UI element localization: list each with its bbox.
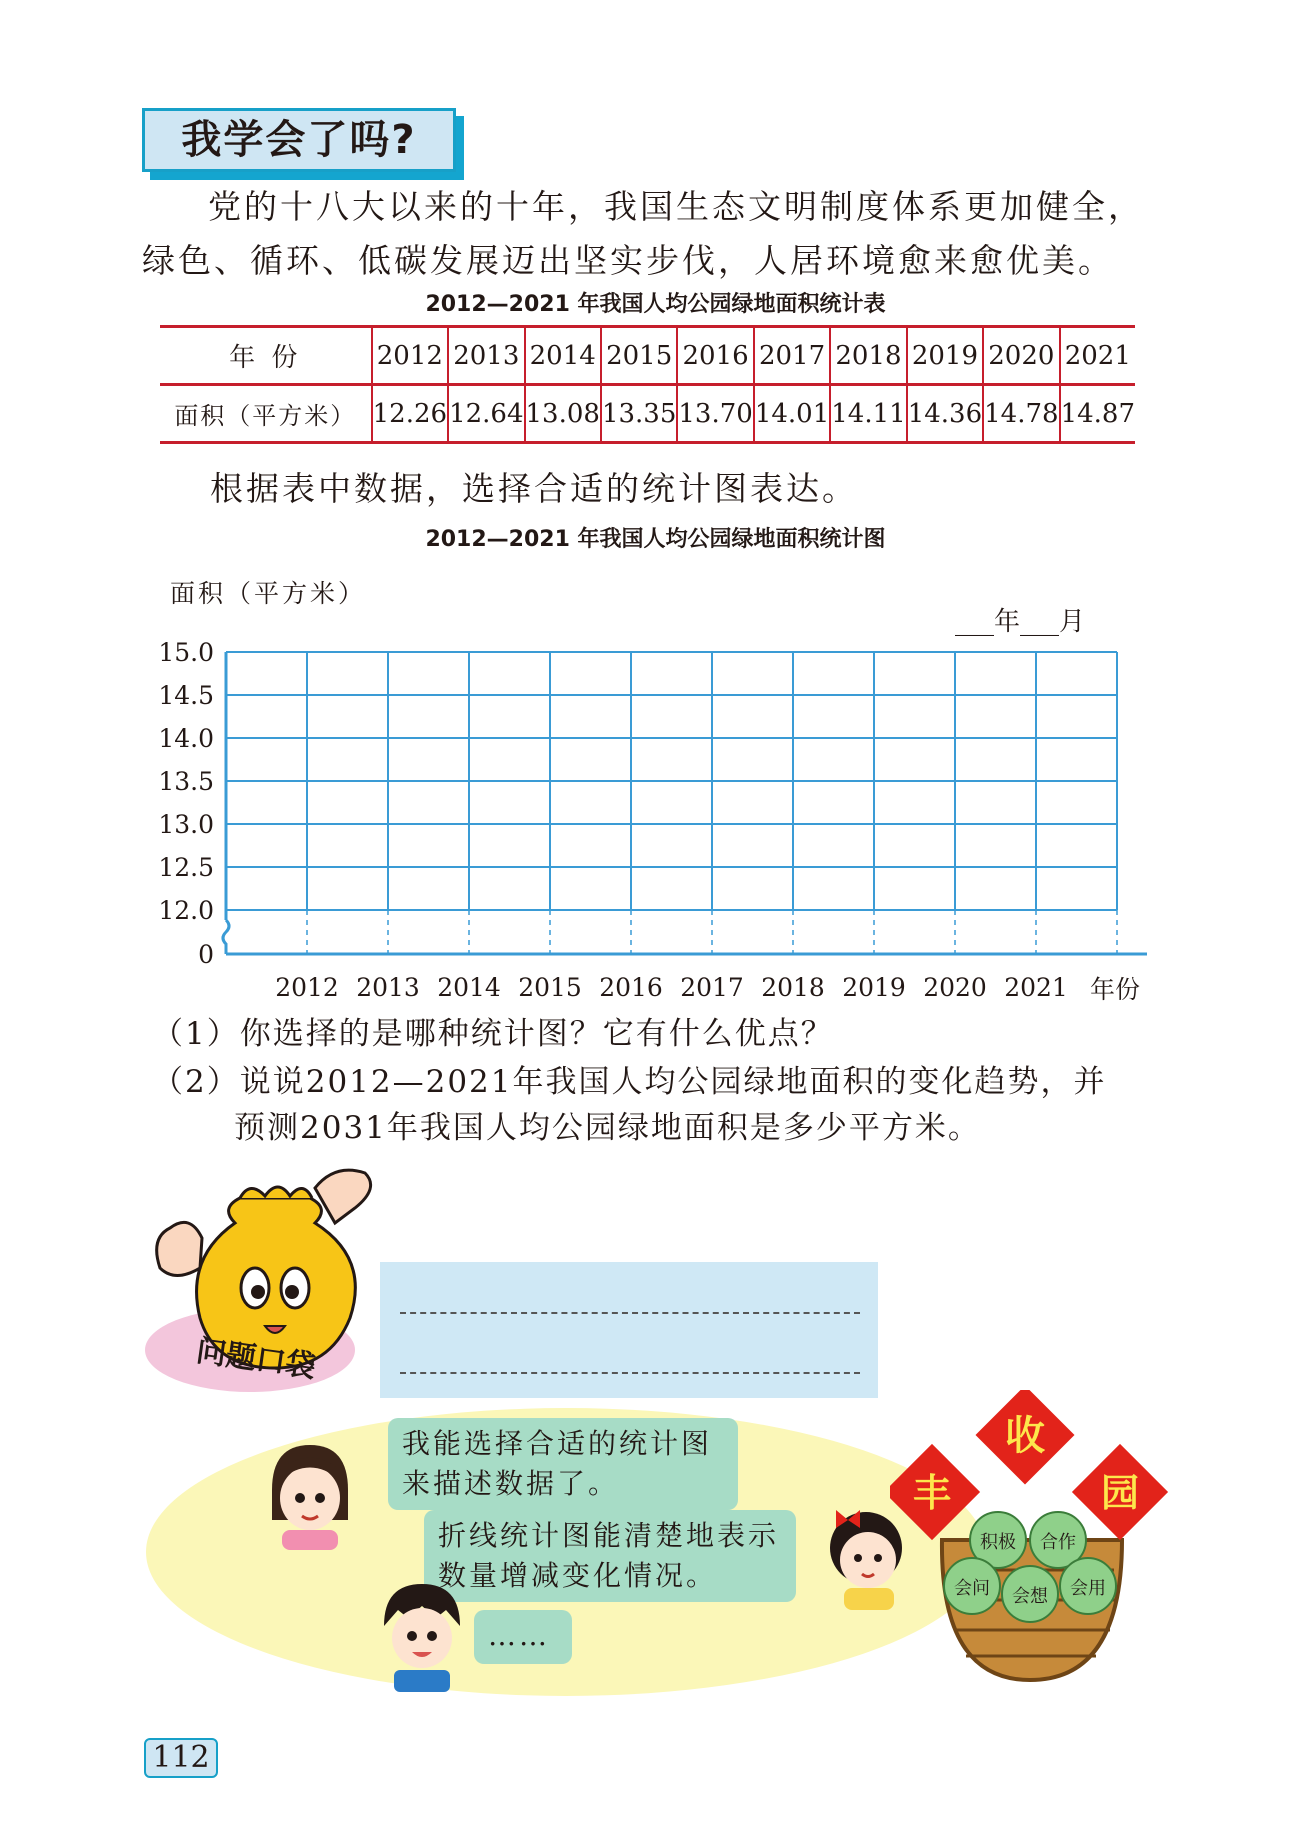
- table-cell-area: 13.35: [601, 385, 677, 443]
- pointing-hand-icon: [315, 1170, 371, 1223]
- table-caption: 2012—2021 年我国人均公园绿地面积统计表: [425, 292, 886, 317]
- bubble-2-line-2: 数量增减变化情况。: [438, 1559, 718, 1592]
- table-cell-area: 12.64: [448, 385, 524, 443]
- table-cell-area: 14.87: [1060, 385, 1135, 443]
- pupil-icon: [251, 1285, 265, 1299]
- table-cell-year: 2016: [677, 327, 753, 385]
- x-axis-title: 年份: [1090, 975, 1141, 1004]
- harvest-char: 园: [1100, 1471, 1140, 1515]
- pupil-icon: [285, 1285, 299, 1299]
- x-tick-label: 2015: [518, 973, 582, 1002]
- shirt-icon: [844, 1588, 894, 1610]
- y-tick-label: 13.0: [158, 810, 214, 839]
- face-icon: [840, 1532, 896, 1588]
- eye-icon: [295, 1493, 305, 1503]
- eye-icon: [407, 1631, 417, 1641]
- table-cell-area: 13.70: [677, 385, 753, 443]
- boy-face-icon: [392, 1608, 452, 1668]
- y-axis-break-icon: [223, 920, 229, 954]
- y-axis-title: 面积（平方米）: [170, 579, 367, 608]
- speech-bubble-2: [424, 1510, 796, 1602]
- harvest-char: 丰: [912, 1471, 952, 1515]
- answer-line: [400, 1372, 860, 1374]
- table-cell-area: 14.78: [983, 385, 1059, 443]
- apple-label: 会用: [1070, 1578, 1106, 1599]
- apple-label: 积极: [980, 1532, 1016, 1553]
- apple-label: 会想: [1012, 1586, 1048, 1607]
- table-cell-year: 2012: [372, 327, 448, 385]
- speech-bubble-3: ……: [474, 1610, 572, 1664]
- girl-avatar: [262, 1440, 358, 1550]
- bubble-2-line-1: 折线统计图能清楚地表示: [438, 1519, 780, 1552]
- intro-line-2: 绿色、循环、低碳发展迈出坚实步伐，人居环境愈来愈优美。: [142, 241, 1114, 280]
- page-number: 112: [144, 1738, 218, 1778]
- x-tick-label: 2019: [842, 973, 906, 1002]
- bubble-1-line-2: 来描述数据了。: [402, 1467, 620, 1500]
- pocket-label: 问题口袋: [194, 1333, 318, 1386]
- y-tick-label: 14.5: [158, 681, 214, 710]
- date-blank: ___年___月: [955, 607, 1086, 637]
- table-cell-year: 2013: [448, 327, 524, 385]
- eye-icon: [427, 1631, 437, 1641]
- y-tick-label: 12.5: [158, 853, 214, 882]
- table-cell-area: 13.08: [525, 385, 601, 443]
- boy-shirt-icon: [394, 1670, 450, 1692]
- table-cell-year: 2014: [525, 327, 601, 385]
- harvest-char: 收: [1005, 1413, 1045, 1459]
- table-cell-year: 2017: [754, 327, 830, 385]
- table-cell-year: 2021: [1060, 327, 1135, 385]
- x-tick-label: 2021: [1004, 973, 1068, 1002]
- table-row-areas: [160, 385, 1135, 443]
- x-tick-label: 2014: [437, 973, 501, 1002]
- table-cell-year: 2015: [601, 327, 677, 385]
- table-cell-year: 2019: [907, 327, 983, 385]
- intro-paragraph: [142, 180, 1172, 288]
- pocket-mascot: [140, 1168, 410, 1398]
- table-header-area: 面积（平方米）: [174, 402, 357, 430]
- question-2-line-2: 预测2031年我国人均公园绿地面积是多少平方米。: [234, 1110, 981, 1146]
- x-tick-label: 2018: [761, 973, 825, 1002]
- bubble-1-line-1: 我能选择合适的统计图: [402, 1427, 713, 1460]
- table-cell-area: 14.11: [830, 385, 906, 443]
- problem-pocket-panel: [380, 1262, 878, 1398]
- table-cell-area: 14.36: [907, 385, 983, 443]
- table-cell-area: 12.26: [372, 385, 448, 443]
- table-header-year: 年 份: [229, 343, 302, 373]
- boy-avatar: [376, 1580, 468, 1692]
- table-row-years: [160, 327, 1135, 385]
- girl-shirt-icon: [282, 1530, 338, 1550]
- y-tick-label: 13.5: [158, 767, 214, 796]
- y-tick-label: 12.0: [158, 896, 214, 925]
- table-cell-year: 2020: [983, 327, 1059, 385]
- x-tick-label: 2013: [356, 973, 420, 1002]
- harvest-garden-basket: [890, 1390, 1180, 1690]
- section-heading-text: 我学会了吗?: [181, 117, 417, 163]
- x-tick-label: 2016: [599, 973, 663, 1002]
- x-tick-label: 2012: [275, 973, 339, 1002]
- eye-icon: [315, 1493, 325, 1503]
- y-tick-label: 15.0: [158, 638, 214, 667]
- question-2-line-1: （2）说说2012—2021年我国人均公园绿地面积的变化趋势，并: [152, 1064, 1107, 1100]
- table-cell-year: 2018: [830, 327, 906, 385]
- instruction-text: 根据表中数据，选择合适的统计图表达。: [210, 469, 858, 508]
- apple-label: 合作: [1040, 1532, 1076, 1553]
- chart-caption: 2012—2021 年我国人均公园绿地面积统计图: [425, 527, 886, 552]
- answer-line: [400, 1312, 860, 1314]
- table-cell-area: 14.01: [754, 385, 830, 443]
- blank-line-chart: [140, 560, 1180, 1010]
- y-tick-labels: [158, 638, 214, 969]
- question-1: （1）你选择的是哪种统计图？它有什么优点？: [152, 1016, 834, 1052]
- y-tick-label: 14.0: [158, 724, 214, 753]
- hand-icon: [157, 1222, 202, 1275]
- x-tick-label: 2017: [680, 973, 744, 1002]
- eye-icon: [854, 1554, 862, 1562]
- pocket-tie-icon: [240, 1187, 312, 1198]
- data-table: [160, 325, 1135, 444]
- x-tick-label: 2020: [923, 973, 987, 1002]
- intro-line-1: 党的十八大以来的十年，我国生态文明制度体系更加健全，: [208, 187, 1144, 226]
- apple-label: 会问: [954, 1578, 990, 1599]
- speech-bubble-1: [388, 1418, 738, 1510]
- y-tick-label: 0: [198, 940, 214, 969]
- eye-icon: [874, 1554, 882, 1562]
- chart-grid: [223, 652, 1147, 954]
- x-tick-labels: [275, 973, 1068, 1002]
- section-heading: [142, 108, 456, 172]
